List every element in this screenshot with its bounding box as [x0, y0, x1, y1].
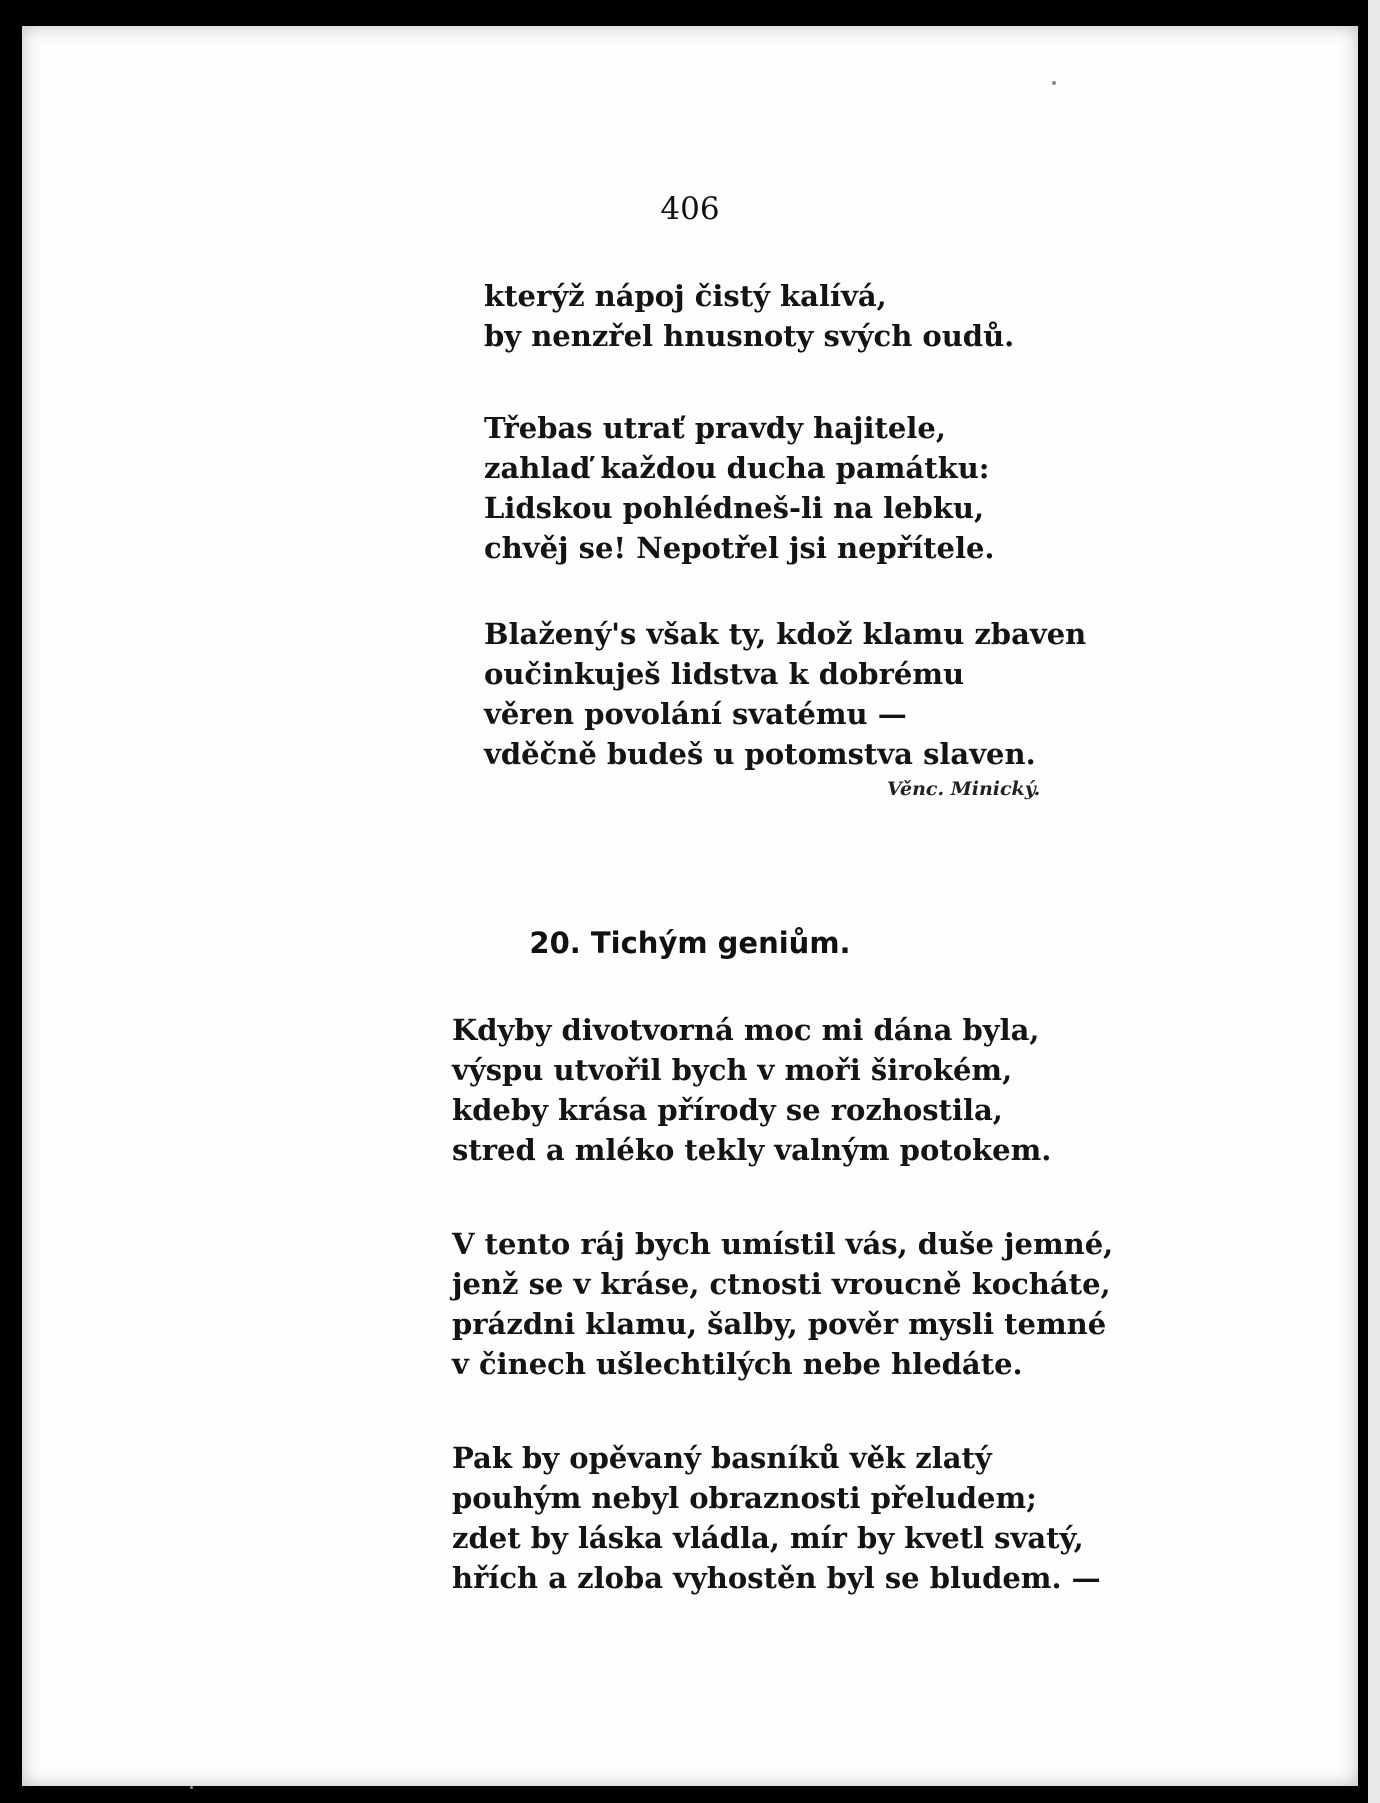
poem-line: Třebas utrať pravdy hajitele, [484, 411, 946, 445]
poem-line: zdet by láska vládla, mír by kvetl svatý, [452, 1521, 1084, 1555]
poem-line: stred a mléko tekly valným potokem. [452, 1133, 1052, 1167]
poem-line: kdeby krása přírody se rozhostila, [452, 1093, 1003, 1127]
book-page [22, 26, 1358, 1786]
poem-line: zahlaď každou ducha památku: [484, 451, 990, 485]
scan-edge-strip [1368, 0, 1380, 1803]
scan-speck [1052, 81, 1056, 85]
poem-line: hřích a zloba vyhostěn byl se bludem. — [452, 1561, 1101, 1595]
author-signature: Věnc. Minický. [887, 778, 1041, 800]
poem-line: Kdyby divotvorná moc mi dána byla, [452, 1013, 1040, 1047]
poem-line: věren povolání svatému — [484, 697, 907, 731]
poem-line: v činech ušlechtilých nebe hledáte. [452, 1347, 1023, 1381]
poem1-stanza-3 [484, 614, 1086, 774]
poem2-stanza-3 [452, 1438, 1101, 1598]
poem-line: chvěj se! Nepotřel jsi nepřítele. [484, 531, 995, 565]
poem-line: výspu utvořil bych v moři širokém, [452, 1053, 1013, 1087]
poem1-stanza-2 [484, 408, 995, 568]
poem-line: vděčně budeš u potomstva slaven. [484, 737, 1036, 771]
poem-title: 20. Tichým geniům. [529, 926, 851, 960]
page-number: 406 [660, 191, 720, 227]
poem-line: V tento ráj bych umístil vás, duše jemné, [452, 1227, 1114, 1261]
poem-line: Blažený's však ty, kdož klamu zbaven [484, 617, 1087, 651]
poem-line: kterýž nápoj čistý kalívá, [484, 279, 887, 313]
poem-line: Pak by opěvaný basníků věk zlatý [452, 1441, 992, 1475]
poem-line: oučinkuješ lidstva k dobrému [484, 657, 965, 691]
poem1-stanza-1 [484, 276, 1014, 356]
poem-line: by nenzřel hnusnoty svých oudů. [484, 319, 1015, 353]
poem2-stanza-2 [452, 1224, 1113, 1384]
poem2-stanza-1 [452, 1010, 1051, 1170]
poem-line: Lidskou pohlédneš-li na lebku, [484, 491, 985, 525]
scan-speck [190, 1786, 193, 1789]
poem-line: jenž se v kráse, ctnosti vroucně kocháte, [452, 1267, 1111, 1301]
poem-line: pouhým nebyl obraznosti přeludem; [452, 1481, 1037, 1515]
poem-line: prázdni klamu, šalby, pověr mysli temné [452, 1307, 1107, 1341]
